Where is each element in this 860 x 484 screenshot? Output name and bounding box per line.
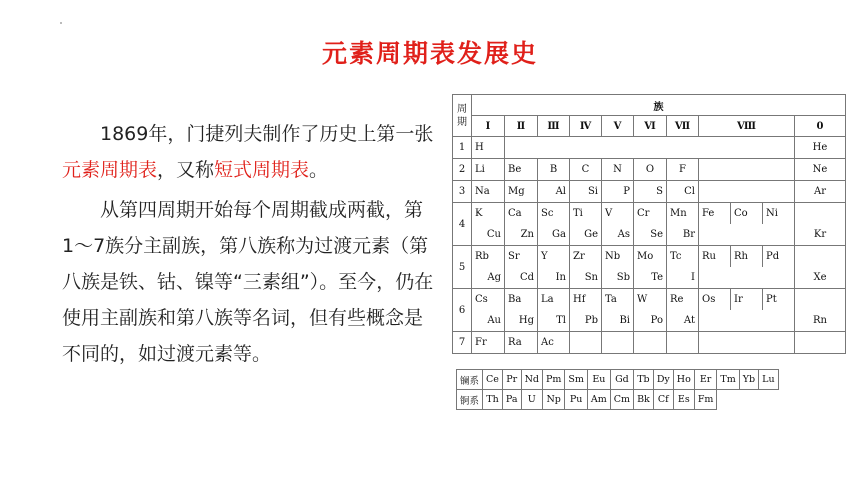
element-cell: Pt: [763, 289, 795, 311]
paragraph-2: 从第四周期开始每个周期截成两截，第1～7族分主副族，第八族称为过渡元素（第八族是铁、钴、镍等“三素组”）。至今，仍在使用主副族和第八族等名词，但有些概念是不同的，如过渡元素等。: [62, 199, 434, 365]
element-cell: Pm: [542, 370, 564, 390]
period-row-2: [453, 159, 846, 181]
empty-cell: [634, 332, 667, 354]
period-row-6b: [453, 310, 846, 332]
periodic-table: [452, 94, 846, 354]
empty-span: [699, 310, 795, 332]
group-label: 0: [795, 116, 846, 137]
empty-cell: [795, 246, 846, 268]
element-cell: Ba: [505, 289, 538, 311]
element-cell: Te: [634, 267, 667, 289]
element-cell: Y: [538, 246, 570, 268]
element-cell: B: [538, 159, 570, 181]
element-cell: Re: [667, 289, 699, 311]
element-cell: Li: [472, 159, 505, 181]
highlight-short-form: 短式周期表: [214, 159, 310, 181]
element-cell: Nd: [521, 370, 542, 390]
period-row-7: [453, 332, 846, 354]
element-cell: Sm: [565, 370, 588, 390]
element-cell: W: [634, 289, 667, 311]
period-number: 6: [453, 289, 472, 332]
element-cell: Pd: [763, 246, 795, 268]
element-cell: La: [538, 289, 570, 311]
element-cell: I: [667, 267, 699, 289]
element-cell: Br: [667, 224, 699, 246]
element-cell: Cr: [634, 203, 667, 225]
element-cell: Yb: [739, 370, 758, 390]
text-span: 1869年，门捷列夫制作了历史上第一张: [100, 123, 434, 145]
empty-cell: [570, 332, 602, 354]
empty-span: [699, 224, 795, 246]
element-cell: Zr: [570, 246, 602, 268]
empty-span: [699, 159, 795, 181]
element-cell: Be: [505, 159, 538, 181]
group-label: Ⅲ: [538, 116, 570, 137]
group-label: Ⅶ: [667, 116, 699, 137]
element-cell: Au: [472, 310, 505, 332]
element-cell: Os: [699, 289, 731, 311]
element-cell: Ra: [505, 332, 538, 354]
group-label: Ⅵ: [634, 116, 667, 137]
element-cell: Eu: [587, 370, 610, 390]
element-cell: Gd: [610, 370, 633, 390]
element-cell: Ne: [795, 159, 846, 181]
element-cell: Rb: [472, 246, 505, 268]
body-text: [62, 116, 434, 376]
element-cell: Rn: [795, 310, 846, 332]
group-label: I: [472, 116, 505, 137]
decorative-dot: [60, 22, 62, 24]
element-cell: Sr: [505, 246, 538, 268]
paragraph-1: [62, 116, 434, 188]
element-cell: Dy: [653, 370, 673, 390]
period-row-6a: [453, 289, 846, 311]
element-cell: Sc: [538, 203, 570, 225]
element-cell: Ca: [505, 203, 538, 225]
family-header: 族: [472, 95, 846, 116]
period-number: 1: [453, 137, 472, 159]
group-label: Ⅴ: [602, 116, 634, 137]
empty-span: [699, 267, 795, 289]
element-cell: Xe: [795, 267, 846, 289]
element-cell: Es: [673, 390, 694, 410]
element-cell: As: [602, 224, 634, 246]
lanthanide-actinide-table: [456, 369, 779, 410]
empty-span: [699, 181, 795, 203]
element-cell: Cs: [472, 289, 505, 311]
group-label: Ⅷ: [699, 116, 795, 137]
element-cell: Hf: [570, 289, 602, 311]
element-cell: Er: [694, 370, 717, 390]
period-header: 周期: [453, 95, 472, 137]
element-cell: Ti: [570, 203, 602, 225]
element-cell: Na: [472, 181, 505, 203]
element-cell: Tc: [667, 246, 699, 268]
period-number: 4: [453, 203, 472, 246]
element-cell: Cm: [610, 390, 633, 410]
element-cell: Pu: [565, 390, 588, 410]
element-cell: Po: [634, 310, 667, 332]
period-number: 3: [453, 181, 472, 203]
series-label: 镧系: [457, 370, 483, 390]
element-cell: Cu: [472, 224, 505, 246]
element-cell: N: [602, 159, 634, 181]
element-cell: Kr: [795, 224, 846, 246]
element-cell: Pr: [502, 370, 521, 390]
element-cell: Ru: [699, 246, 731, 268]
element-cell: Pb: [570, 310, 602, 332]
element-cell: Sn: [570, 267, 602, 289]
text-span: 。: [309, 159, 329, 181]
element-cell: Co: [731, 203, 763, 225]
element-cell: Zn: [505, 224, 538, 246]
element-cell: Si: [570, 181, 602, 203]
page-title: 元素周期表发展史: [321, 39, 538, 68]
group-label: Ⅳ: [570, 116, 602, 137]
lanthanide-row: [457, 370, 779, 390]
element-cell: Am: [587, 390, 610, 410]
element-cell: Ta: [602, 289, 634, 311]
period-row-1: [453, 137, 846, 159]
element-cell: Lu: [759, 370, 778, 390]
empty-cell: [795, 289, 846, 311]
group-header-row: [453, 116, 846, 137]
element-cell: Mn: [667, 203, 699, 225]
element-cell: H: [472, 137, 505, 159]
element-cell: P: [602, 181, 634, 203]
element-cell: Ni: [763, 203, 795, 225]
period-row-5a: [453, 246, 846, 268]
element-cell: Hg: [505, 310, 538, 332]
element-cell: Ac: [538, 332, 570, 354]
period-number: 2: [453, 159, 472, 181]
element-cell: Ce: [483, 370, 503, 390]
element-cell: Th: [483, 390, 503, 410]
element-cell: Al: [538, 181, 570, 203]
element-cell: Cl: [667, 181, 699, 203]
element-cell: F: [667, 159, 699, 181]
element-cell: Nb: [602, 246, 634, 268]
text-span: ，又称: [157, 159, 215, 181]
element-cell: Mg: [505, 181, 538, 203]
element-cell: Ar: [795, 181, 846, 203]
empty-span: [505, 137, 795, 159]
element-cell: Tl: [538, 310, 570, 332]
empty-span: [699, 332, 795, 354]
period-number: 7: [453, 332, 472, 354]
empty-cell: [667, 332, 699, 354]
empty-cell: [795, 203, 846, 225]
element-cell: Np: [542, 390, 564, 410]
element-cell: S: [634, 181, 667, 203]
element-cell: U: [521, 390, 542, 410]
element-cell: Se: [634, 224, 667, 246]
element-cell: Ag: [472, 267, 505, 289]
element-cell: O: [634, 159, 667, 181]
element-cell: Rh: [731, 246, 763, 268]
element-cell: Bi: [602, 310, 634, 332]
period-number: 5: [453, 246, 472, 289]
element-cell: Ga: [538, 224, 570, 246]
element-cell: In: [538, 267, 570, 289]
element-cell: C: [570, 159, 602, 181]
empty-cell: [602, 332, 634, 354]
element-cell: Fr: [472, 332, 505, 354]
actinide-row: [457, 390, 779, 410]
element-cell: Bk: [634, 390, 654, 410]
group-label: Ⅱ: [505, 116, 538, 137]
element-cell: V: [602, 203, 634, 225]
element-cell: Tb: [634, 370, 654, 390]
element-cell: Ge: [570, 224, 602, 246]
highlight-periodic-table: 元素周期表: [62, 159, 158, 181]
empty-cell: [795, 332, 846, 354]
element-cell: Sb: [602, 267, 634, 289]
element-cell: Cf: [653, 390, 673, 410]
period-row-4a: [453, 203, 846, 225]
element-cell: Ir: [731, 289, 763, 311]
element-cell: K: [472, 203, 505, 225]
element-cell: Ho: [673, 370, 694, 390]
element-cell: He: [795, 137, 846, 159]
element-cell: At: [667, 310, 699, 332]
period-row-4b: [453, 224, 846, 246]
element-cell: Cd: [505, 267, 538, 289]
period-row-5b: [453, 267, 846, 289]
series-label: 锕系: [457, 390, 483, 410]
element-cell: Mo: [634, 246, 667, 268]
element-cell: Fm: [694, 390, 717, 410]
element-cell: Pa: [502, 390, 521, 410]
element-cell: Fe: [699, 203, 731, 225]
element-cell: Tm: [717, 370, 739, 390]
period-row-3: [453, 181, 846, 203]
